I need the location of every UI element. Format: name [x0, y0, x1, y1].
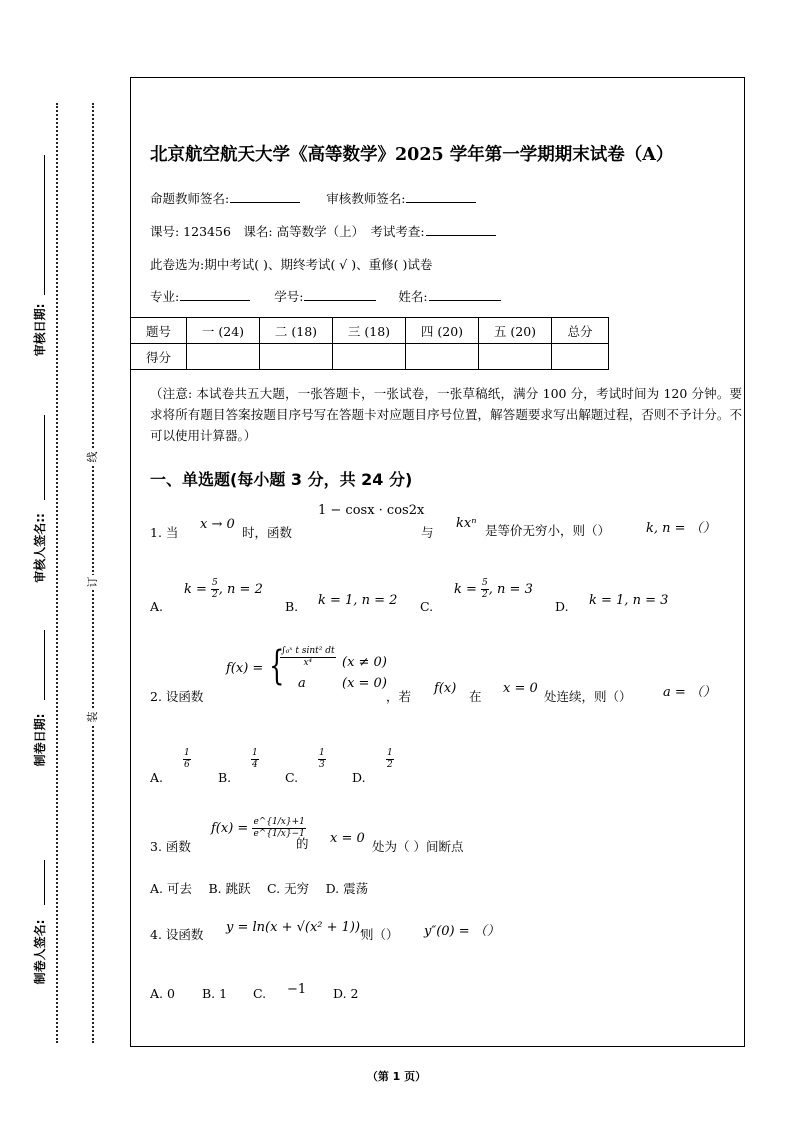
- score-cell[interactable]: [333, 344, 406, 370]
- score-cell[interactable]: [260, 344, 333, 370]
- q1-option-a-fraction: [211, 578, 219, 601]
- q1-option-c-den: 2: [482, 590, 488, 600]
- q2-option-a-num: 1: [184, 748, 190, 758]
- reviewer-label: 审核教师签名:: [326, 191, 406, 206]
- q2-brace: {: [269, 643, 285, 689]
- q2-option-d[interactable]: [386, 748, 394, 771]
- exam-mode-field[interactable]: [426, 223, 496, 236]
- q2-cond-2: (x = 0): [342, 676, 387, 691]
- binding-dotted-line-inner: [92, 103, 94, 1043]
- q2-comma: ，若: [386, 689, 412, 704]
- q1-option-a[interactable]: [184, 578, 263, 601]
- q1-option-c-k: k =: [454, 582, 482, 597]
- q1-option-d[interactable]: k = 1, n = 3: [589, 593, 669, 608]
- q4-option-d[interactable]: D. 2: [333, 986, 359, 1001]
- prepare-date-label: 制卷日期:: [33, 713, 47, 767]
- q4-option-b[interactable]: B. 1: [202, 986, 228, 1001]
- signature-line-preparer: [44, 860, 45, 905]
- course-row: [150, 222, 496, 240]
- q2-option-a-fraction: [183, 748, 191, 771]
- student-id-label: 学号:: [274, 289, 304, 304]
- exam-type-row: 此卷选为:期中考试( )、期终考试( √ )、重修( )试卷: [150, 257, 433, 272]
- q1-option-b-label: B.: [285, 599, 299, 614]
- q2-option-b[interactable]: [251, 748, 259, 771]
- score-cell[interactable]: [187, 344, 260, 370]
- exam-title: 北京航空航天大学《高等数学》2025 学年第一学期期末试卷（A）: [150, 145, 674, 165]
- review-date-label: 审核日期:: [33, 303, 47, 357]
- student-info-row: [150, 287, 501, 305]
- q4-ask: y″(0) = （）: [424, 924, 500, 939]
- q2-option-c-label: C.: [285, 770, 299, 785]
- score-cell[interactable]: [552, 344, 609, 370]
- q2-option-a[interactable]: [183, 748, 191, 771]
- q3-fx: [211, 817, 306, 840]
- q2-denominator: x⁴: [303, 658, 313, 668]
- q1-option-b[interactable]: k = 1, n = 2: [318, 593, 398, 608]
- reviewer-signature-label: 审核人签名::: [33, 513, 47, 583]
- q2-option-d-fraction: [386, 748, 394, 771]
- q4-prefix: 4. 设函数: [150, 927, 204, 942]
- q2-option-c[interactable]: [318, 748, 326, 771]
- score-cell[interactable]: [406, 344, 479, 370]
- q2-prefix: 2. 设函数: [150, 689, 204, 704]
- score-header-cell: 五 (20): [479, 318, 552, 344]
- q2-option-c-fraction: [318, 748, 326, 771]
- q1-condition: x → 0: [200, 517, 235, 532]
- signature-row: [150, 189, 476, 207]
- q1-kxn: kxⁿ: [456, 516, 477, 531]
- course-info: 课号: 123456 课名: 高等数学（上） 考试考查:: [150, 224, 425, 239]
- score-table-score-row: [131, 344, 609, 370]
- q1-option-c-label: C.: [420, 599, 434, 614]
- binding-mark-bind: 装: [86, 711, 99, 723]
- score-cell[interactable]: [479, 344, 552, 370]
- q1-option-c-fraction: [481, 578, 489, 601]
- q1-with: 与: [421, 525, 434, 540]
- q2-option-b-fraction: [251, 748, 259, 771]
- binding-mark-line: 线: [86, 451, 99, 463]
- q1-option-a-num: 5: [212, 578, 218, 588]
- signature-line-reviewer: [44, 415, 45, 500]
- score-table-header-row: [131, 318, 609, 344]
- score-header-cell: 二 (18): [260, 318, 333, 344]
- q2-fraction: [280, 646, 336, 669]
- q2-piece-2: a: [298, 676, 306, 691]
- q1-tail: 是等价无穷小，则（）: [485, 523, 611, 538]
- q3-x0: x = 0: [330, 831, 365, 846]
- q2-piece-1: [280, 646, 336, 669]
- score-header-cell: 一 (24): [187, 318, 260, 344]
- q2-fx2: f(x): [434, 681, 457, 696]
- score-table: [130, 317, 609, 370]
- name-field[interactable]: [429, 288, 501, 301]
- binding-mark-order: 订: [86, 576, 99, 588]
- q2-option-b-den: 4: [252, 760, 258, 770]
- q3-numerator: e^{1/x}+1: [253, 817, 305, 827]
- q1-option-a-label: A.: [150, 599, 164, 614]
- q2-x0: x = 0: [503, 681, 538, 696]
- q1-option-a-k: k =: [184, 582, 212, 597]
- major-label: 专业:: [150, 289, 180, 304]
- q2-cond-1: (x ≠ 0): [342, 655, 387, 670]
- q1-function: 1 − cosx · cos2x: [318, 503, 425, 518]
- q2-option-b-num: 1: [252, 748, 258, 758]
- binding-dotted-line-outer: [56, 103, 58, 1043]
- q1-ask: k, n = （）: [646, 521, 716, 536]
- section-title-single-choice: 一、单选题(每小题 3 分，共 24 分): [150, 470, 413, 489]
- q2-ask: a = （）: [663, 685, 716, 700]
- q1-option-c-n: , n = 3: [488, 582, 533, 597]
- q4-then: 则（）: [361, 927, 399, 942]
- q1-option-c-num: 5: [482, 578, 488, 588]
- name-label: 姓名:: [398, 289, 428, 304]
- exam-notice: （注意: 本试卷共五大题，一张答题卡，一张试卷，一张草稿纸，满分 100 分，考试时间为 120 分钟。要求将所有题目答案按题目序号写在答题卡对应题目序号位置，解答题要求写出解题过程，否则不予计分。不可以使用计算器。）: [150, 386, 742, 443]
- page-number: （第 1 页）: [366, 1070, 427, 1083]
- q2-at: 在: [469, 689, 482, 704]
- signature-line-prepare-date: [44, 630, 45, 700]
- q1-option-d-label: D.: [555, 599, 569, 614]
- q4-option-c-value: −1: [287, 982, 307, 997]
- q1-mid: 时，函数: [242, 525, 293, 540]
- q3-of: 的: [296, 836, 309, 851]
- signature-line-review-date: [44, 155, 45, 295]
- proposer-signature-field[interactable]: [230, 190, 300, 203]
- preparer-signature-label: 制卷人签名:: [33, 919, 47, 985]
- q3-tail: 处为（ ）间断点: [372, 839, 464, 854]
- q1-option-a-den: 2: [212, 590, 218, 600]
- q2-integral: ∫₀ˣ t sint² dt: [281, 646, 335, 656]
- q3-denominator: e^{1/x}−1: [253, 829, 305, 839]
- q1-option-c[interactable]: [454, 578, 533, 601]
- score-header-cell: 四 (20): [406, 318, 479, 344]
- major-field[interactable]: [180, 288, 250, 301]
- q2-option-d-den: 2: [387, 760, 393, 770]
- q1-option-a-n: , n = 2: [218, 582, 263, 597]
- q4-function: y = ln(x + √(x² + 1)),: [226, 920, 365, 935]
- q2-option-c-den: 3: [319, 760, 325, 770]
- q2-option-b-label: B.: [218, 770, 232, 785]
- q3-prefix: 3. 函数: [150, 839, 191, 854]
- score-header-cell: 总分: [552, 318, 609, 344]
- q3-fx-label: f(x) =: [211, 821, 249, 836]
- q2-option-d-label: D.: [352, 770, 366, 785]
- q2-option-a-label: A.: [150, 770, 164, 785]
- score-header-cell: 题号: [131, 318, 187, 344]
- q3-options[interactable]: A. 可去 B. 跳跃 C. 无穷 D. 震荡: [150, 881, 369, 896]
- q2-tail: 处连续，则（）: [544, 689, 632, 704]
- q2-fx: f(x) =: [226, 661, 264, 676]
- proposer-label: 命题教师签名:: [150, 191, 230, 206]
- q1-prefix: 1. 当: [150, 525, 179, 540]
- student-id-field[interactable]: [304, 288, 376, 301]
- score-row-label: 得分: [131, 344, 187, 370]
- q4-option-a[interactable]: A. 0: [150, 986, 175, 1001]
- score-header-cell: 三 (18): [333, 318, 406, 344]
- q2-option-c-num: 1: [319, 748, 325, 758]
- q2-option-a-den: 6: [184, 760, 190, 770]
- q2-option-d-num: 1: [387, 748, 393, 758]
- q4-option-c-label[interactable]: C.: [253, 986, 267, 1001]
- reviewer-signature-field[interactable]: [406, 190, 476, 203]
